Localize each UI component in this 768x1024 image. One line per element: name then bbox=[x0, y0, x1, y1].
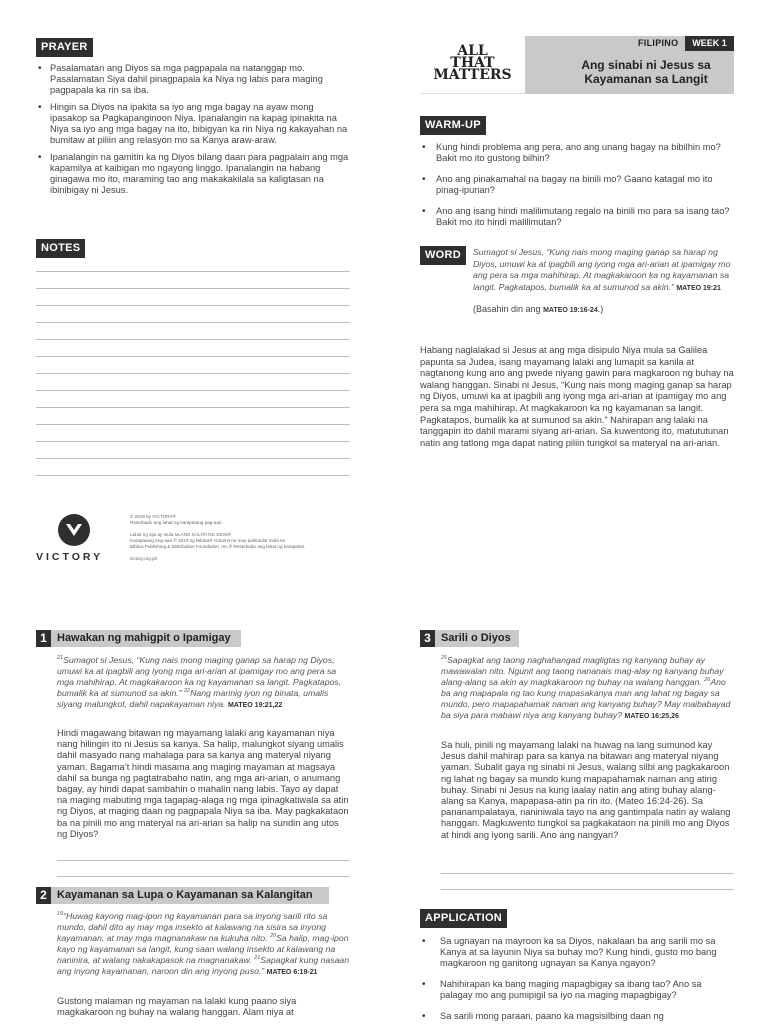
verse-number: 22 bbox=[184, 688, 191, 695]
section2-header bbox=[36, 887, 329, 904]
copyright-line: Reserbado ang lahat ng karapatang pag-aari. bbox=[130, 520, 223, 525]
verse-number: 21 bbox=[254, 955, 261, 962]
notes-heading: NOTES bbox=[36, 239, 85, 258]
answer-line bbox=[441, 889, 734, 890]
verse-ref: MATEO 16:25,26 bbox=[624, 713, 679, 720]
verse-number: 20 bbox=[269, 933, 277, 940]
read-prefix: (Basahin din ang bbox=[473, 304, 544, 315]
section2-verse bbox=[57, 911, 350, 978]
copyright-line: Karapatang Ang-aari © 2010 ng Biblica® Ginamit na may pahintulot mula sa bbox=[130, 538, 285, 543]
verse-text: Ano ba ang mapapala ng tao kung mapasakanya man ang lahat ng bagay sa mundo, pero mapapahamak naman ang kanyang buhay? May maibabayad ba siya para mabawi niya ang kanyang buhay? bbox=[441, 677, 731, 720]
note-line bbox=[36, 424, 350, 425]
verse-text: Sapagkat kung nasaan ang inyong kayamanan, naroon din ang inyong puso.” bbox=[57, 955, 350, 976]
section2-title: Kayamanan sa Lupa o Kayamanan sa Kalangitan bbox=[51, 887, 329, 904]
prayer-item: • Ipanalangin na gamitin ka ng Diyos bilang daan para pagpalain ang mga kapamilya at kaibigan mo ngayong linggo. Ipanalangin na habang ginagawa mo ito, maraming tao ang makakakilala sa kaligtasan na ibinibigay ni Jesus. bbox=[36, 152, 350, 196]
note-line bbox=[36, 475, 350, 476]
warmup-item: • Ano ang pinakamahal na bagay na binili mo? Gaano katagal mo ito pinag-ipunan? bbox=[420, 174, 734, 196]
verse-ref: MATEO 6:19-21 bbox=[266, 969, 318, 976]
verse-text: Sumagot si Jesus, “Kung nais mong maging ganap sa harap ng Diyos, umuwi ka at ipagbili ang iyong mga ari-arian at ipamigay mo ang pera sa mga mahihirap. At magkakaroon ka ng kayamanan sa langit. Pagkatapos, bumalik ka at sumunod sa akin.” bbox=[57, 655, 342, 698]
word-section bbox=[420, 245, 466, 265]
verse-number: 19 bbox=[57, 911, 64, 918]
warmup-heading: WARM-UP bbox=[420, 116, 486, 135]
notes-section bbox=[36, 238, 85, 258]
note-line bbox=[36, 339, 350, 340]
logo-line: MATTERS bbox=[433, 67, 512, 83]
section1-number: 1 bbox=[36, 630, 51, 647]
application-list bbox=[420, 936, 734, 1022]
language-label: FILIPINO bbox=[638, 38, 679, 48]
lesson-header bbox=[525, 36, 734, 94]
prayer-item: • Pasalamatan ang Diyos sa mga pagpapala na natanggap mo. Pasalamatan Siya dahil pinagpapala ka Niya ng labis para maging pagpapala ka rin sa iba. bbox=[36, 63, 350, 96]
warmup-item: • Ano ang isang hindi malilimutang regalo na binili mo para sa isang tao? Bakit mo ito hindi malilimutan? bbox=[420, 206, 734, 228]
verse-text: Sapagkat ang taong naghahangad magligtas ng kanyang buhay ay mawawalan nito. Ngunit ang taong nananais mag-alay ng kanyang buhay alang-alang sa akin ay magkakaroon ng buhay na walang hanggan. bbox=[441, 655, 724, 687]
word-verse-block bbox=[473, 247, 734, 317]
note-line bbox=[36, 458, 350, 459]
copyright-line: © 2018 by VICTORY® bbox=[130, 514, 176, 519]
application-item: • Nahihirapan ka bang maging mapagbigay sa ibang tao? Ano sa palagay mo ang pumipigil sa iyo na maging mapagbigay? bbox=[420, 979, 734, 1001]
warmup-item: • Kung hindi problema ang pera, ano ang unang bagay na bibilhin mo? Bakit mo ito gustong bilhin? bbox=[420, 142, 734, 164]
application-section bbox=[420, 908, 507, 928]
verse-text: “Huwag kayong mag-ipon ng kayamanan para sa inyong sarili rito sa mundo, dahil dito ay may mga insekto at kalawang na sisira sa inyong kayamanan, at may mga magnanakaw na kukuha nito. bbox=[57, 911, 328, 943]
section3-title: Sarili o Diyos bbox=[435, 630, 519, 647]
application-item: • Sa sarili mong paraan, paano ka magsisilbing daan ng bbox=[420, 1011, 734, 1022]
prayer-section bbox=[36, 37, 93, 57]
answer-line bbox=[57, 876, 350, 877]
section2-number: 2 bbox=[36, 887, 51, 904]
section1-title: Hawakan ng mahigpit o Ipamigay bbox=[51, 630, 241, 647]
section3-header bbox=[420, 630, 519, 647]
verse-text: Nang marinig iyon ng binata, umalis siyang malungkot, dahil napakayaman niya. bbox=[57, 688, 329, 709]
lesson-title-line: Ang sinabi ni Jesus sa bbox=[581, 58, 711, 72]
note-line bbox=[36, 288, 350, 289]
victory-wordmark: VICTORY bbox=[36, 551, 104, 563]
note-line bbox=[36, 356, 350, 357]
all-that-matters-logo bbox=[420, 36, 525, 94]
copyright-block bbox=[130, 514, 360, 562]
note-line bbox=[36, 322, 350, 323]
logo-line: THAT bbox=[450, 55, 495, 71]
prayer-heading: PRAYER bbox=[36, 38, 93, 57]
note-line bbox=[36, 271, 350, 272]
copyright-line: Biblica Publishing & Distribution Foundation, Inc.® Reserbado ang lahat ng karapatan. bbox=[130, 544, 306, 549]
prayer-list bbox=[36, 63, 350, 196]
verse-number: 26 bbox=[704, 677, 711, 684]
section3-body: Sa huli, pinili ng mayamang lalaki na huwag na lang sumunod kay Jesus dahil mahirap para sa kanya na bitawan ang materyal niyang yaman. Subalit gaya ng sinabi ni Jesus, walang silbi ang pagkakaroon ng lahat ng bagay sa mundo kung mapapahamak naman ang ating buhay. Sinabi ni Jesus na kung iaalay natin ang ating buhay alang-alang sa Kanya, mapapasa-atin pa rin ito. (Mateo 16:24-26). Sa pananampalataya, naniniwala tayo na ang gantimpala natin ay walang hanggan. Magkuwento tungkol sa pagkakataon na pinili mo ang Diyos at hindi ang iyong sarili. Ano ang nangyari? bbox=[441, 740, 731, 840]
verse-number: 21 bbox=[57, 655, 64, 662]
application-item: • Sa ugnayan na mayroon ka sa Diyos, nakalaan ba ang sarili mo sa Kanya at sa layunin Niya sa buhay mo? Kung hindi, gusto mo bang magkaroon ng ganitong ugnayan sa Kanya ngayon? bbox=[420, 936, 734, 969]
note-line bbox=[36, 305, 350, 306]
section1-verse bbox=[57, 655, 350, 711]
prayer-item: • Hingin sa Diyos na ipakita sa iyo ang mga bagay na ayaw mong ipasakop sa Pagkapanginoon Niya. Ipanalangin na kapag ipinakita na Niya sa iyo ang mga bagay na ito, bibigyan ka rin Niya ng kakayahan na bumitaw at piliin ang relasyon mo sa Kanya araw-araw. bbox=[36, 102, 350, 146]
word-heading: WORD bbox=[420, 246, 466, 265]
word-verse-ref: MATEO 19:21 bbox=[676, 284, 721, 292]
website-text: victory.org.ph bbox=[130, 556, 158, 561]
note-line bbox=[36, 390, 350, 391]
verse-number: 25 bbox=[441, 655, 448, 662]
word-verse: Sumagot si Jesus, “Kung nais mong maging ganap sa harap ng Diyos, umuwi ka at ipagbili ang iyong mga ari-arian at ipamigay mo ang pera sa mga mahihirap. At magkakaroon ka ng kayamanan sa langit. Pagkatapos, bumalik ka at sumunod sa akin.” bbox=[473, 247, 731, 292]
application-heading: APPLICATION bbox=[420, 909, 507, 928]
answer-line bbox=[57, 860, 350, 861]
word-body: Habang naglalakad si Jesus at ang mga disipulo Niya mula sa Galilea papunta sa Judea, isang mayamang lalaki ang lumapit sa kanila at nagtanong kung ano ang pwede niyang gawin para magkaroon ng buhay na walang hanggan. Sinabi ni Jesus, “Kung nais mong maging ganap sa harap ng Diyos, umuwi ka at ipagbili ang iyong mga ari-arian at ipamigay mo ang pera sa mga mahihirap. At magkakaroon ka ng kayamanan sa langit. Pagkatapos, bumalik ka at sumunod sa akin.” Nahirapan ang lalaki na tanggapin ito dahil marami siyang ari-arian. Sa kuwentong ito, matututunan natin ang tatlong mga dapat nating piliin tungkol sa materyal na ari-arian. bbox=[420, 345, 734, 448]
lesson-title bbox=[566, 58, 726, 86]
section1-header bbox=[36, 630, 241, 647]
warmup-section bbox=[420, 115, 486, 135]
verse-ref: MATEO 19:21,22 bbox=[227, 702, 283, 709]
copyright-line: Lahat ng sipi ay mula sa ANG SALITA NG DIOS® bbox=[130, 532, 232, 537]
logo-line: ALL bbox=[457, 43, 488, 59]
victory-logo bbox=[36, 513, 112, 563]
read-suffix: .) bbox=[597, 304, 604, 315]
victory-emblem-icon bbox=[57, 513, 91, 547]
read-ref: MATEO 19:16-24 bbox=[543, 307, 598, 315]
answer-line bbox=[441, 873, 734, 874]
section3-number: 3 bbox=[420, 630, 435, 647]
note-line bbox=[36, 407, 350, 408]
section2-body: Gustong malaman ng mayaman na lalaki kung paano siya magkakaroon ng buhay na walang hanggan. Alam niya at bbox=[57, 996, 297, 1018]
section3-verse bbox=[441, 655, 734, 722]
lesson-title-line: Kayamanan sa Langit bbox=[584, 72, 708, 86]
section1-body: Hindi magawang bitawan ng mayamang lalaki ang kayamanan niya nang hilingin ito ni Jesus sa kanya. Sa halip, malungkot siyang umalis dahil masyado nang mahalaga para sa kanya ang materyal niyang yaman. Bagama’t hindi masama ang maging mayaman at magsaya dahil sa bunga ng pagtatrabaho natin, ang mga ari-arian, o anumang bagay, ay hindi dapat sambahin o mahalin nang labis. Tayo ay dapat na maging mabuting mga tagapag-alaga ng mga ipinagkatiwala sa atin ng Diyos, at maging daan ng pagpapala Niya sa iba. May pagkakataon ba na pinili mo ang materyal na ari-arian sa halip na sundin ang utos ng Diyos? bbox=[57, 728, 349, 839]
warmup-list bbox=[420, 142, 734, 228]
verse-text: Sa halip, mag-ipon kayo ng kayamanan sa langit, kung saan walang insekto at kalawang na naninira, at walang nakakapasok na magnanakaw. bbox=[57, 933, 349, 965]
week-badge: WEEK 1 bbox=[685, 36, 734, 51]
note-line bbox=[36, 373, 350, 374]
note-line bbox=[36, 441, 350, 442]
